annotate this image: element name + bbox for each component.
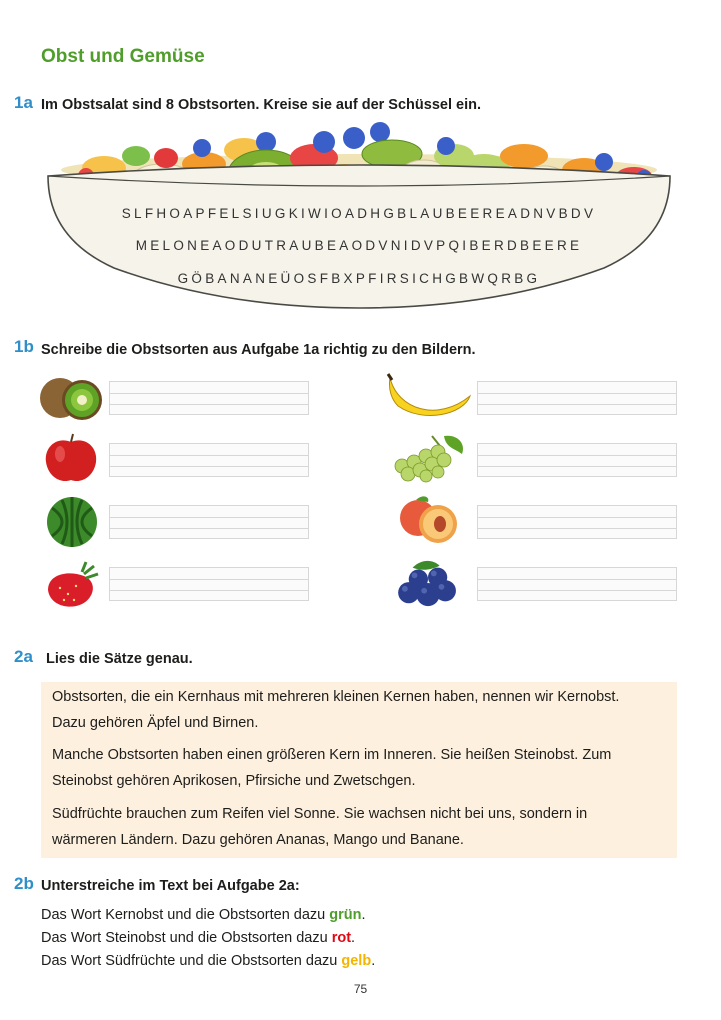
task-instruction-2b: Unterstreiche im Text bei Aufgabe 2a: [41,878,300,894]
paragraph-line: Dazu gehören Äpfel und Birnen. [52,715,259,731]
blueberry-icon [392,558,464,610]
paragraph-line: Steinobst gehören Aprikosen, Pfirsiche und Zwetschgen. [52,773,416,789]
task-instruction-1b: Schreibe die Obstsorten aus Aufgabe 1a richtig zu den Bildern. [41,342,476,358]
paragraph-suedfruechte [52,801,672,853]
task-instruction-2a: Lies die Sätze genau. [46,651,193,667]
writing-lines-strawberry[interactable] [109,567,309,601]
page-title: Obst und Gemüse [41,46,205,67]
apple-icon [38,432,104,484]
writing-lines-apple[interactable] [109,443,309,477]
writing-lines-melon[interactable] [109,505,309,539]
letter-row-1: SLFHOAPFELSIUGKIWIOADHGBLAUBEEREADNVBDV [121,206,597,221]
melon-icon [38,496,104,548]
task-number-1a: 1a [14,93,33,112]
color-word-yellow: gelb [341,953,372,969]
instruction-line-green [41,907,366,923]
banana-icon [384,370,474,422]
writing-lines-grapes[interactable] [477,443,677,477]
instruction-line-yellow [41,953,375,969]
grapes-icon [388,432,468,484]
writing-lines-kiwi[interactable] [109,381,309,415]
instruction-text: Das Wort Südfrüchte und die Obstsorten dazu [41,953,342,969]
task-number-1b: 1b [14,337,34,356]
writing-lines-peach[interactable] [477,505,677,539]
task-number-2b: 2b [14,874,34,893]
paragraph-line: wärmeren Ländern. Dazu gehören Ananas, Mango und Banane. [52,832,464,848]
task-instruction-1a: Im Obstsalat sind 8 Obstsorten. Kreise sie auf der Schüssel ein. [41,97,481,113]
paragraph-line: Obstsorten, die ein Kernhaus mit mehreren kleinen Kernen haben, nennen wir Kernobst. [52,689,620,705]
instruction-text: Das Wort Steinobst und die Obstsorten dazu [41,930,332,946]
paragraph-line: Manche Obstsorten haben einen größeren Kern im Inneren. Sie heißen Steinobst. Zum [52,747,612,763]
instruction-text: Das Wort Kernobst und die Obstsorten dazu [41,907,330,923]
paragraph-steinobst [52,742,672,794]
paragraph-line: Südfrüchte brauchen zum Reifen viel Sonne. Sie wachsen nicht bei uns, sondern in [52,806,588,822]
peach-icon [396,494,462,546]
task-number-2a: 2a [14,647,33,666]
letter-row-3: GÖBANANEÜOSFBXPFIRSICHGBWQRBG [177,271,541,286]
period: . [361,907,366,923]
writing-lines-banana[interactable] [477,381,677,415]
color-word-red: rot [331,930,352,946]
period: . [351,930,356,946]
letter-row-2: MELONEAODUTRAUBEAODVNIDVPQIBERDBEERE [135,238,583,253]
instruction-line-red [41,930,355,946]
period: . [371,953,376,969]
kiwi-icon [38,372,104,424]
page-number: 75 [353,982,368,996]
paragraph-kernobst [52,684,672,736]
color-word-green: grün [329,907,362,923]
strawberry-icon [38,560,104,612]
writing-lines-blueberry[interactable] [477,567,677,601]
